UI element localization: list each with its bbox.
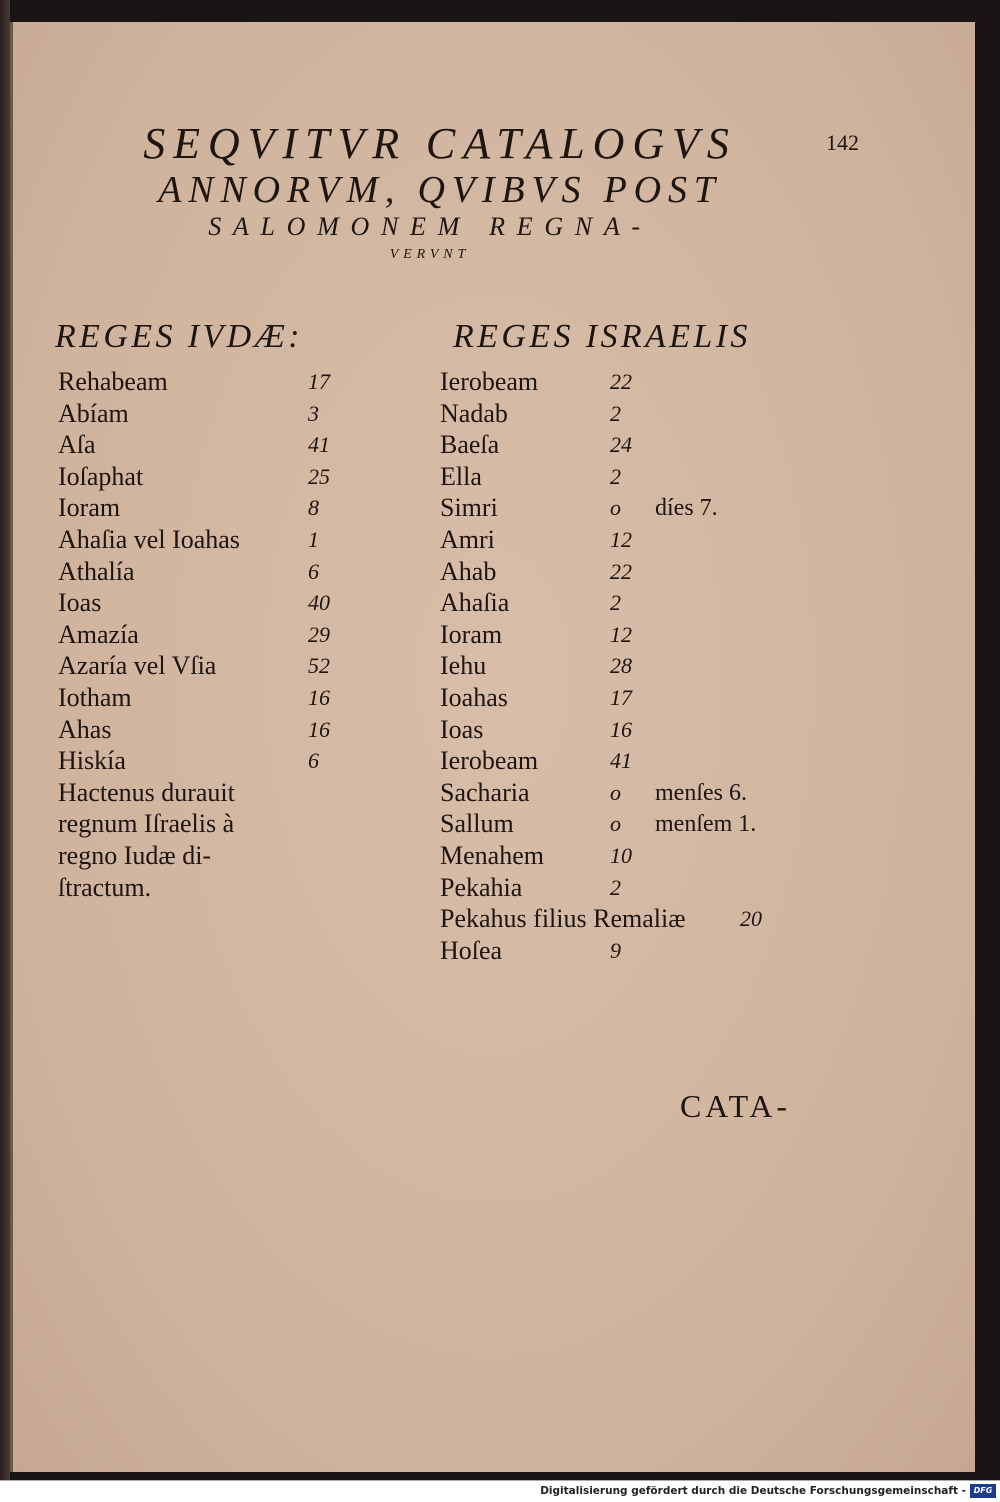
king-name: Menahem xyxy=(440,841,544,870)
reign-years: 24 xyxy=(610,432,632,458)
king-name: Rehabeam xyxy=(58,367,168,396)
king-name: Sacharia xyxy=(440,777,530,807)
king-name: Pekahus filius Remaliæ xyxy=(440,904,686,934)
reign-years: 16 xyxy=(610,716,632,742)
king-name: Ierobeam xyxy=(440,746,539,776)
reign-years: 8 xyxy=(308,495,319,521)
title-line-2: ANNORVM, QVIBVS POST xyxy=(158,169,722,211)
king-name: Ioas xyxy=(58,588,102,618)
king-name: Hiskía xyxy=(58,746,126,776)
reign-note: menſes 6. xyxy=(655,779,747,806)
catchword: CATA- xyxy=(680,1088,791,1124)
reign-years: 2 xyxy=(610,590,621,616)
reign-years: 6 xyxy=(308,748,319,774)
king-name: Ierobeam xyxy=(440,367,539,396)
king-name: Azaría vel Vſia xyxy=(58,651,217,681)
title-line-1: SEQVITVR CATALOGVS xyxy=(143,119,737,168)
king-name: Ioahas xyxy=(440,683,508,712)
digitization-footer xyxy=(0,1480,1000,1502)
reign-years: 40 xyxy=(308,590,330,616)
reign-years: 12 xyxy=(610,527,632,552)
king-name: Ahas xyxy=(58,714,112,744)
king-name: Aſa xyxy=(58,430,96,460)
title-line-3: SALOMONEM REGNA- xyxy=(208,212,652,241)
reign-years: 3 xyxy=(308,400,319,426)
reign-years: 9 xyxy=(610,937,621,963)
footer-credit: Digitalisierung gefördert durch die Deutsche Forschungsgemeinschaft - xyxy=(540,1485,966,1497)
reign-years: 16 xyxy=(308,685,330,710)
king-name: Ahab xyxy=(440,556,497,586)
reign-years: o xyxy=(610,811,621,837)
reign-note: díes 7. xyxy=(655,495,718,522)
reign-years: 10 xyxy=(610,843,632,868)
reign-years: 41 xyxy=(610,748,632,774)
reign-years: 20 xyxy=(740,906,762,932)
king-name: Ioram xyxy=(58,493,121,523)
king-name: Ioas xyxy=(440,714,484,744)
reign-years: o xyxy=(610,779,621,805)
king-name: Iehu xyxy=(440,651,487,681)
judah-note-line: regno Iudæ di- xyxy=(58,841,212,870)
king-name: Abíam xyxy=(58,398,129,428)
reign-years: 1 xyxy=(308,527,319,552)
judah-heading: REGES IVDÆ: xyxy=(55,318,303,355)
king-name: Nadab xyxy=(440,398,508,428)
judah-note-line: regnum Iſraelis à xyxy=(58,809,235,839)
king-name: Pekahia xyxy=(440,872,523,902)
king-name: Amazía xyxy=(58,619,139,649)
king-name: Ahaſia vel Ioahas xyxy=(58,525,240,554)
reign-years: 28 xyxy=(610,653,632,679)
king-name: Ella xyxy=(440,461,482,491)
judah-note-line: ſtractum. xyxy=(58,872,152,902)
king-name: Simri xyxy=(440,493,498,523)
king-name: Baeſa xyxy=(440,430,500,460)
king-name: Athalía xyxy=(58,556,135,586)
reign-years: o xyxy=(610,495,621,521)
reign-years: 2 xyxy=(610,400,621,426)
reign-years: 12 xyxy=(610,621,632,647)
judah-note-line: Hactenus durauit xyxy=(58,777,235,807)
king-name: Hoſea xyxy=(440,935,503,965)
reign-years: 22 xyxy=(610,558,632,584)
reign-years: 25 xyxy=(308,463,330,489)
reign-note: menſem 1. xyxy=(655,811,757,838)
reign-years: 22 xyxy=(610,369,632,394)
page-number: 142 xyxy=(826,130,859,155)
reign-years: 17 xyxy=(308,369,330,394)
king-name: Ahaſia xyxy=(440,588,510,618)
reign-years: 2 xyxy=(610,463,621,489)
title-line-4: VERVNT xyxy=(389,247,471,262)
king-name: Iotham xyxy=(58,683,132,712)
king-name: Amri xyxy=(440,525,495,554)
reign-years: 17 xyxy=(610,685,632,710)
reign-years: 29 xyxy=(308,621,330,647)
king-name: Sallum xyxy=(440,809,514,839)
reign-years: 52 xyxy=(308,653,330,679)
reign-years: 2 xyxy=(610,874,621,900)
king-name: Ioram xyxy=(440,619,503,649)
reign-years: 16 xyxy=(308,716,330,742)
king-name: Ioſaphat xyxy=(58,461,144,491)
book-spine xyxy=(0,0,10,1501)
reign-years: 41 xyxy=(308,432,330,458)
dfg-logo: DFG xyxy=(970,1484,996,1498)
reign-years: 6 xyxy=(308,558,319,584)
israel-heading: REGES ISRAELIS xyxy=(453,318,751,355)
